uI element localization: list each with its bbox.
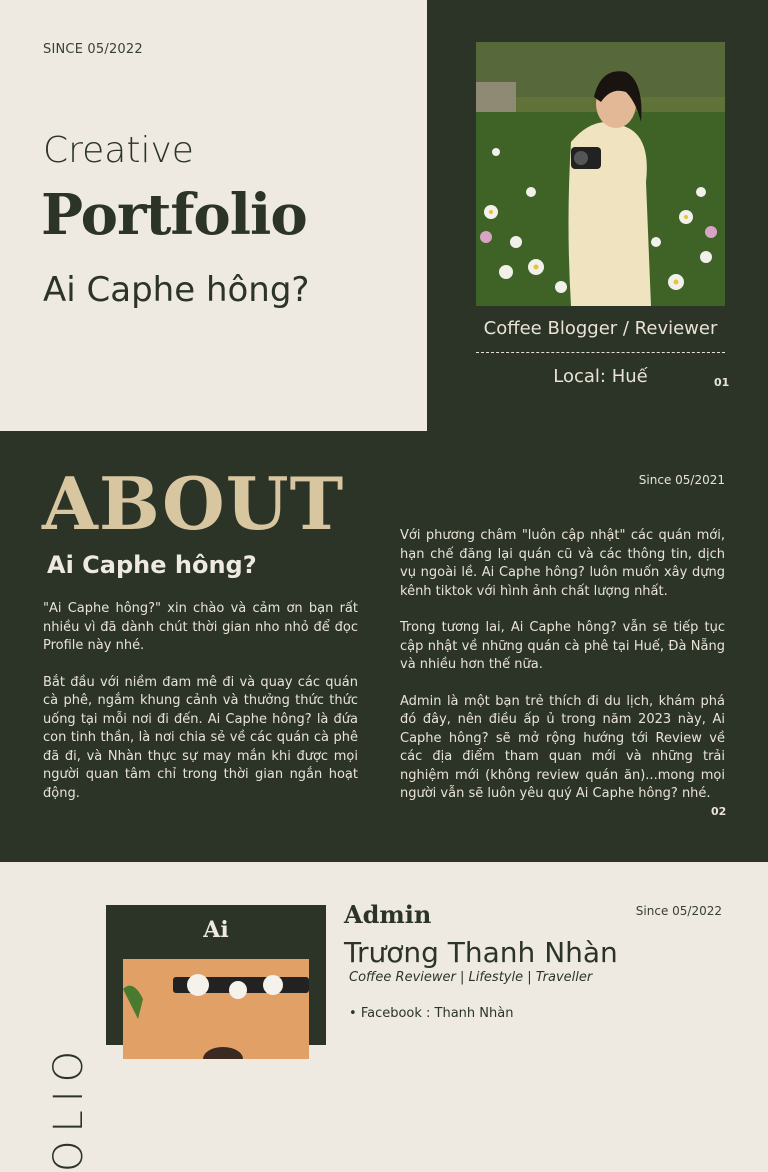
paragraph: "Ai Caphe hông?" xin chào và cảm ơn bạn rất nhiều vì đã dành chút thời gian nho nhỏ để đọc Profile này nhé. [43, 601, 358, 653]
since-label: Since 05/2022 [635, 904, 722, 918]
cover-panel [0, 0, 427, 431]
paragraph: Với phương châm "luôn cập nhật" các quán mới, hạn chế đăng lại quán cũ và các thông tin, dịch vụ ngoài lề. Ai Caphe hông? luôn muốn xây dựng kênh tiktok với hình ảnh chất lượng nhất. [400, 528, 725, 599]
about-title: ABOUT [42, 461, 345, 546]
blogger-photo [476, 42, 725, 306]
role-title: Coffee Blogger / Reviewer [483, 318, 718, 339]
page-number: 01 [714, 376, 730, 389]
admin-photo [123, 959, 309, 1059]
since-label: Since 05/2021 [638, 473, 725, 487]
location-label: Local: Huế [553, 366, 648, 387]
admin-card [106, 905, 326, 1045]
about-subtitle: Ai Caphe hông? [47, 551, 257, 579]
about-section [0, 431, 768, 862]
paragraph: Admin là một bạn trẻ thích đi du lịch, khám phá đó đây, nên điều ấp ủ trong năm 2023 này, Ai Caphe hông? sẽ mở rộng hướng tới Review về các địa điểm tham quan mới và những trải nghiệm mới (không review quán ăn)...mong mọi người vẫn sẽ luôn yêu quý Ai Caphe hông? nhé. [400, 693, 725, 801]
card-label: Ai [203, 917, 229, 943]
page-number: 02 [711, 805, 727, 818]
facebook-link[interactable] [349, 1006, 513, 1021]
paragraph: Trong tương lai, Ai Caphe hông? vẫn sẽ tiếp tục cập nhật về những quán cà phê tại Huế, Đà Nẵng và nhiều hơn thế nữa. [400, 620, 725, 672]
about-left-column [43, 600, 358, 821]
vertical-portfolio-text: OLIO [46, 1042, 92, 1172]
admin-name: Trương Thanh Nhàn [344, 936, 618, 969]
creative-heading: Creative [43, 130, 194, 171]
paragraph: Bắt đầu với niềm đam mê đi và quay các quán cà phê, ngắm khung cảnh và thưởng thức thức uống tại mỗi nơi đi đến. Ai Caphe hông? là đứa con tinh thần, là nơi chia sẻ về các quán cà phê đã đi, và Nhàn thực sự may mắn khi được mọi người quan tâm chỉ trong thời gian ngắn hoạt động. [43, 674, 358, 801]
facebook-label[interactable]: Facebook : Thanh Nhàn [360, 1006, 514, 1021]
brand-subtitle: Ai Caphe hông? [43, 270, 310, 310]
bullet-icon: • [349, 1006, 361, 1021]
about-right-column [400, 527, 725, 822]
portfolio-title: Portfolio [41, 182, 307, 248]
admin-heading: Admin [344, 900, 432, 929]
admin-section [0, 862, 768, 1172]
since-label: SINCE 05/2022 [43, 42, 143, 57]
admin-roles: Coffee Reviewer | Lifestyle | Traveller [349, 970, 593, 985]
divider [476, 352, 725, 353]
